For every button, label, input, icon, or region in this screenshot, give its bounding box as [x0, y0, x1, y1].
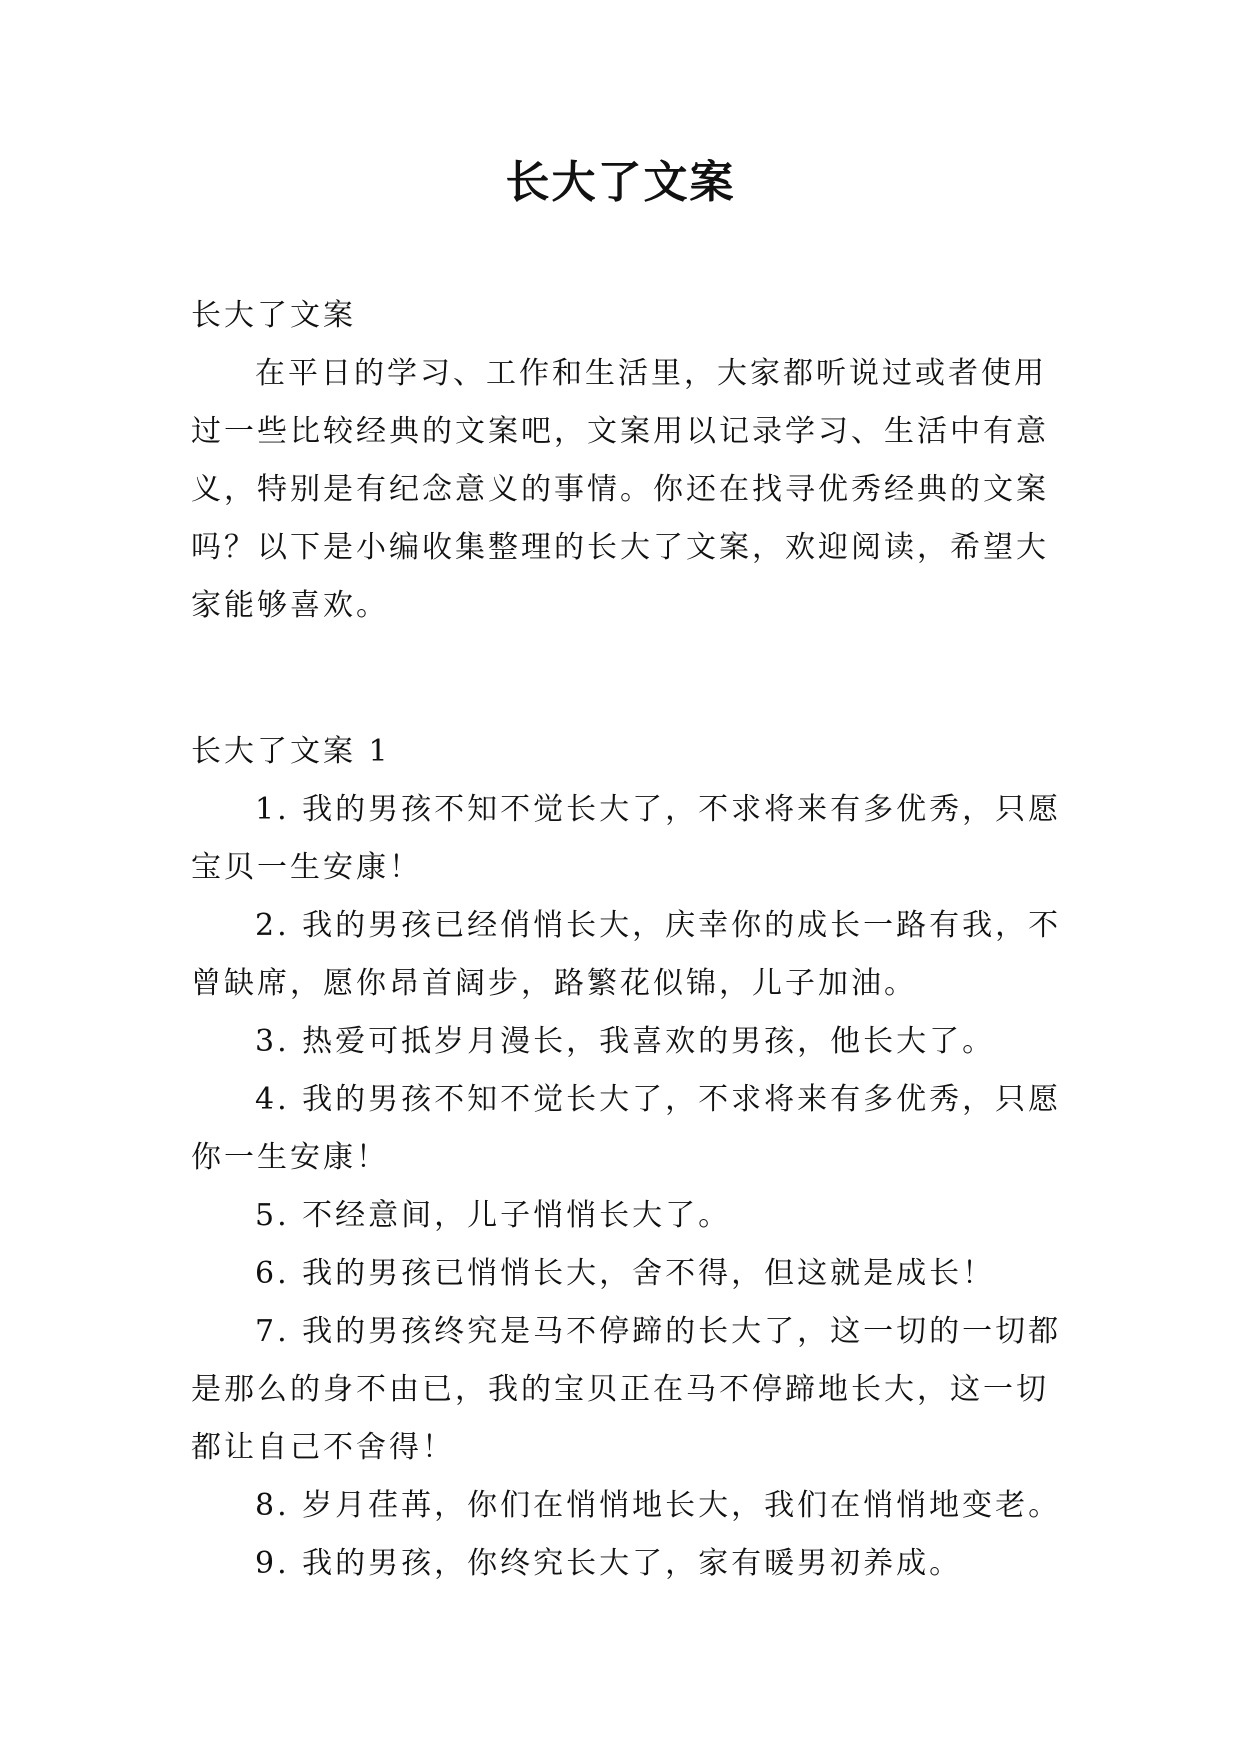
- item-line: 9. 我的男孩，你终究长大了，家有暖男初养成。: [255, 1546, 963, 1581]
- intro-paragraph: [191, 345, 1049, 635]
- list-item: [191, 1477, 1062, 1535]
- intro-line: 吗？以下是小编收集整理的长大了文案，欢迎阅读，希望大: [191, 530, 1049, 565]
- item-line: 8. 岁月荏苒，你们在悄悄地长大，我们在悄悄地变老。: [255, 1488, 1062, 1523]
- item-line: 3. 热爱可抵岁月漫长，我喜欢的男孩，他长大了。: [255, 1024, 996, 1059]
- document-title: 长大了文案: [505, 157, 736, 208]
- item-line: 宝贝一生安康！: [191, 850, 422, 885]
- item-line: 2. 我的男孩已经俏悄长大，庆幸你的成长一路有我，不: [255, 908, 1062, 943]
- item-line: 都让自己不舍得！: [191, 1430, 455, 1465]
- item-line: 6. 我的男孩已悄悄长大，舍不得，但这就是成长！: [255, 1256, 996, 1291]
- list-item: [191, 781, 1062, 897]
- item-line: 4. 我的男孩不知不觉长大了，不求将来有多优秀，只愿: [255, 1082, 1062, 1117]
- document-body: [191, 287, 1062, 1593]
- item-line: 1. 我的男孩不知不觉长大了，不求将来有多优秀，只愿: [255, 792, 1062, 827]
- list-item: [191, 1535, 1049, 1593]
- item-line: 5. 不经意间，儿子悄悄长大了。: [255, 1198, 732, 1233]
- item-line: 曾缺席，愿你昂首阔步，路繁花似锦，儿子加油。: [191, 966, 917, 1001]
- list-item: [191, 1245, 1049, 1303]
- list-item: [191, 1071, 1062, 1187]
- list-item: [191, 897, 1062, 1013]
- item-list: [191, 781, 1062, 1593]
- list-item: [191, 1303, 1062, 1477]
- intro-line: 家能够喜欢。: [191, 588, 389, 623]
- list-item: [191, 1013, 1049, 1071]
- section-gap: [191, 635, 1049, 723]
- item-line: 7. 我的男孩终究是马不停蹄的长大了，这一切的一切都: [255, 1314, 1062, 1349]
- section-heading: 长大了文案 1: [191, 734, 391, 769]
- intro-line: 在平日的学习、工作和生活里，大家都听说过或者使用: [255, 356, 1047, 391]
- item-line: 是那么的身不由已，我的宝贝正在马不停蹄地长大，这一切: [191, 1372, 1049, 1407]
- intro-line: 过一些比较经典的文案吧，文案用以记录学习、生活中有意: [191, 414, 1049, 449]
- intro-line: 义，特别是有纪念意义的事情。你还在找寻优秀经典的文案: [191, 472, 1049, 507]
- item-line: 你一生安康！: [191, 1140, 389, 1175]
- list-item: [191, 1187, 1049, 1245]
- document-heading: 长大了文案: [191, 298, 356, 333]
